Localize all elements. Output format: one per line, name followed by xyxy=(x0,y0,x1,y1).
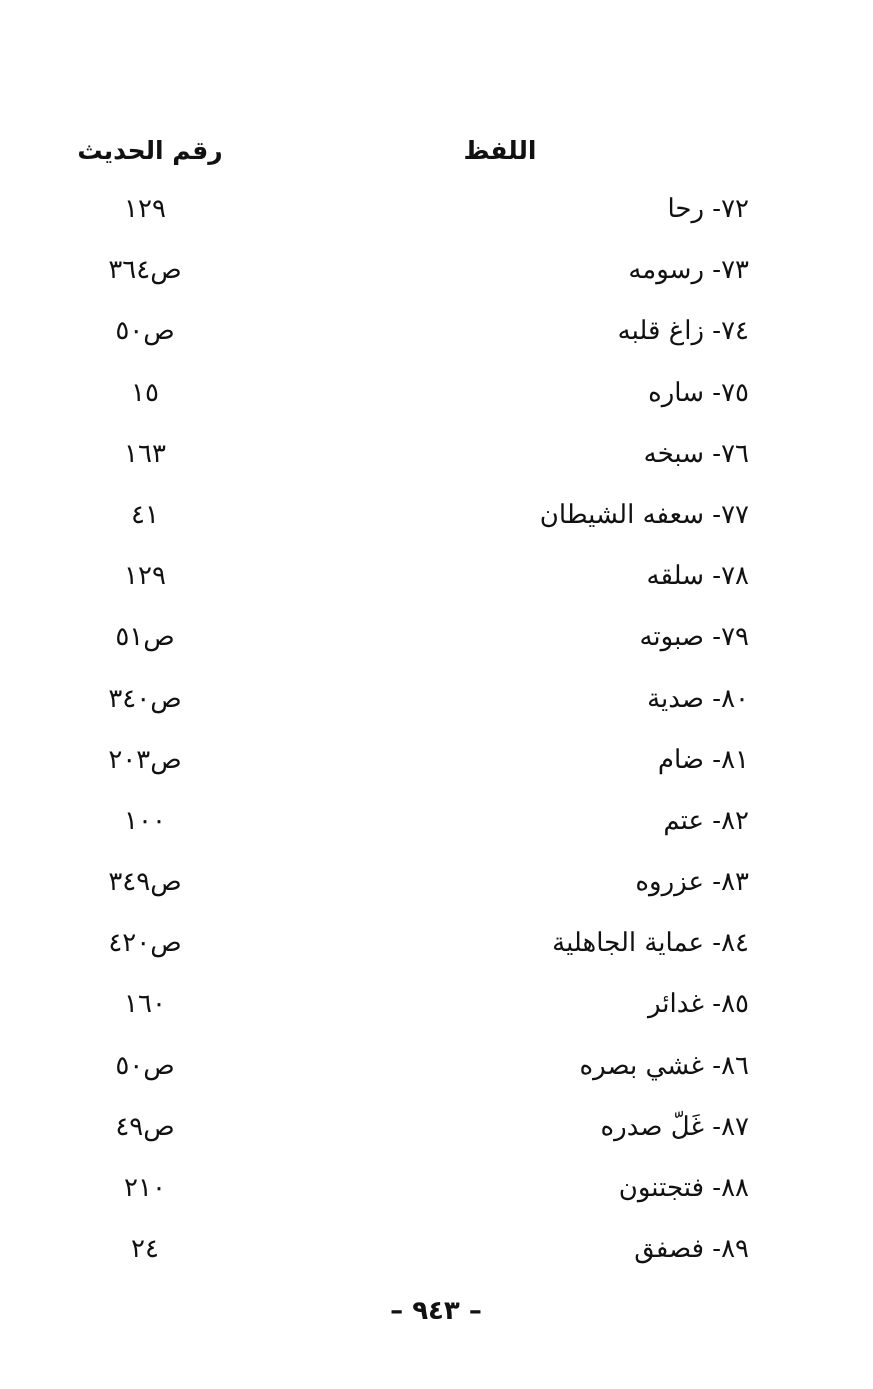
entry-reference: ص٥٠ xyxy=(115,316,175,347)
entry-reference: ١٢٩ xyxy=(124,561,166,592)
entry-reference: ص٣٦٤ xyxy=(108,255,182,286)
list-item xyxy=(0,977,873,1038)
entry-word: ٧٦- سبخه xyxy=(643,438,749,469)
entry-word: ٨٧- غَلّ صدره xyxy=(600,1111,749,1142)
entry-word: ٨٨- فتجتنون xyxy=(618,1173,749,1203)
entry-word: ٧٩- صبوته xyxy=(639,622,749,653)
entry-word: ٨٥- غدائر xyxy=(647,989,749,1020)
list-item xyxy=(0,182,873,243)
list-item xyxy=(0,855,873,916)
column-header-word: اللفظ xyxy=(463,136,537,165)
entry-word: ٧٤- زاغ قلبه xyxy=(617,316,749,347)
entry-reference: ١٠٠ xyxy=(124,805,166,836)
entry-word: ٨٢- عتم xyxy=(663,805,749,836)
entry-word: ٨٠- صدية xyxy=(647,683,749,714)
entry-reference: ١٦٠ xyxy=(124,989,166,1020)
entry-reference: ص٣٤٠ xyxy=(108,683,182,714)
glossary-list xyxy=(0,182,873,1283)
entry-reference: ص٥٠ xyxy=(115,1050,175,1081)
list-item xyxy=(0,794,873,855)
entry-word: ٨٩- فصفق xyxy=(634,1234,749,1265)
entry-reference: ٢٤ xyxy=(131,1234,159,1265)
entry-word: ٧٥- ساره xyxy=(648,377,749,408)
column-header-hadith-number: رقم الحديث xyxy=(77,136,223,165)
entry-word: ٧٧- سعفه الشيطان xyxy=(539,499,749,530)
list-item xyxy=(0,610,873,671)
list-item xyxy=(0,243,873,304)
list-item xyxy=(0,1100,873,1161)
entry-reference: ١٦٣ xyxy=(124,438,166,469)
entry-word: ٨٦- غشي بصره xyxy=(579,1050,749,1081)
entry-word: ٨٣- عزروه xyxy=(635,867,749,898)
entry-reference: ٢١٠ xyxy=(124,1173,166,1203)
entry-reference: ص٢٠٣ xyxy=(108,744,182,775)
entry-word: ٨١- ضام xyxy=(657,744,749,775)
entry-reference: ص٥١ xyxy=(115,622,175,653)
page-number: – ٩٤٣ – xyxy=(390,1296,482,1326)
list-item xyxy=(0,1039,873,1100)
entry-reference: ص٤٢٠ xyxy=(108,928,182,959)
entry-word: ٧٣- رسومه xyxy=(628,255,749,286)
entry-reference: ١٥ xyxy=(131,377,159,408)
list-item xyxy=(0,1161,873,1222)
list-item xyxy=(0,549,873,610)
entry-reference: ص٤٩ xyxy=(115,1111,175,1142)
list-item xyxy=(0,672,873,733)
list-item xyxy=(0,304,873,365)
entry-reference: ص٣٤٩ xyxy=(108,867,182,898)
entry-word: ٨٤- عماية الجاهلية xyxy=(552,928,749,959)
entry-word: ٧٢- رحا xyxy=(667,194,749,224)
entry-word: ٧٨- سلقه xyxy=(646,561,749,592)
list-item xyxy=(0,1222,873,1283)
entry-reference: ٤١ xyxy=(131,499,159,530)
list-item xyxy=(0,427,873,488)
entry-reference: ١٢٩ xyxy=(124,194,166,224)
list-item xyxy=(0,916,873,977)
list-item xyxy=(0,488,873,549)
list-item xyxy=(0,366,873,427)
list-item xyxy=(0,733,873,794)
